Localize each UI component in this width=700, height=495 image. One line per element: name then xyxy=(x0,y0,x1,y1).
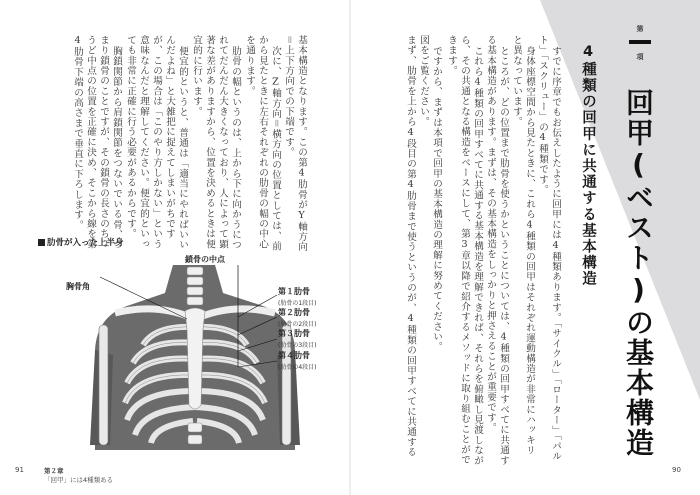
body-column: 基本構造となります。この第4肋骨がY軸方向 xyxy=(296,35,307,252)
footer-chapter-number: 第２章 xyxy=(44,467,64,475)
body-column: 図をご覧ください。 xyxy=(418,35,429,127)
page-number-left: 91 xyxy=(15,466,24,474)
label-rib-1: 第１肋骨 (肋骨の1段目) xyxy=(278,287,317,307)
body-column: を通ります。 xyxy=(244,35,255,97)
body-column: が、この場合は「このやり方しかない」という xyxy=(151,35,162,250)
body-column: うど中点の位置を正確に決め、そこから線を第 xyxy=(85,35,96,250)
footer-chapter-title: 「回甲」には4種類ある xyxy=(44,476,114,484)
body-column: 身体座標空間から見たときに、これら4種類の回甲はそれぞれ運動構造が非常にハッキリ xyxy=(524,46,535,456)
body-column: きます。 xyxy=(446,35,457,76)
label-sternal-angle: 胸骨角 xyxy=(66,282,90,291)
body-column: ですから、まずは本項で回甲の基本構造の理解に努めてください。 xyxy=(431,46,442,352)
caption-square-icon xyxy=(38,239,45,246)
body-column: と異なっています。 xyxy=(511,35,522,127)
label-rib-3: 第３肋骨 (肋骨の3段目) xyxy=(278,329,317,349)
body-column: 4肋骨下端の高さまで垂直に下ろします。 xyxy=(72,35,83,231)
body-column: まり鎖骨のことですが、その鎖骨の長さのちょ xyxy=(98,35,109,250)
page-title: 回甲(ベスト)の基本構造 xyxy=(622,88,655,458)
body-column: 便宜的というと、普通は「適当にやればいい xyxy=(177,46,188,250)
body-column: 胸鎖関節から肩鎖関節をつないでいる骨、つ xyxy=(111,46,122,250)
body-column: ところが、どの位置まで肋骨を使うかということについては、4種類の回甲すべてに共通す xyxy=(498,46,509,466)
body-column: れてだんだん大きくなっており、人によって顕 xyxy=(217,35,228,250)
label-clavicle-midpoint: 鎖骨の中点 xyxy=(185,255,225,264)
body-column: ら、その共通となる構造をベースにして、第3章以降で紹介するメソッドに取り組むことがで xyxy=(459,35,470,465)
body-column: これら4種類の回甲すべてに共通する基本構造を理解できれば、それらを俯瞰し見渡しなが xyxy=(472,46,483,466)
body-column: ても非常に正確に行う必要があるからです。 xyxy=(125,35,136,239)
body-column: 著な差がありますから、位置を決めるときは便 xyxy=(204,35,215,250)
body-column: んだよね」と大雑把に捉えてしまいがちです xyxy=(164,35,175,239)
body-column: から見たときに左右それぞれの肋骨の幅の中心 xyxy=(257,35,268,250)
label-rib-2: 第２肋骨 (肋骨の2段目) xyxy=(278,308,317,328)
body-column: ＝上下方向での下端です。 xyxy=(283,35,294,158)
book-gutter xyxy=(349,0,351,495)
page-number-right: 90 xyxy=(672,466,681,474)
body-column: まず、肋骨を上から4段目の第4肋骨まで使うというのが、4種類の回甲すべてに共通する xyxy=(405,35,416,458)
section-subtitle: 4種類の回甲に共通する基本構造 xyxy=(580,44,596,287)
body-column: 意味なんだと理解してください。便宜的といっ xyxy=(138,35,149,250)
section-mark xyxy=(620,24,660,62)
section-number-bar xyxy=(629,40,651,44)
label-rib-4: 第４肋骨 (肋骨の4段目) xyxy=(278,351,317,371)
body-column: すでに序章でもお伝えしたように回甲には4種類あります。「サイクル」「ローター」「パル xyxy=(550,46,561,462)
body-column: 宜的に行います。 xyxy=(191,35,202,117)
figure-caption: 肋骨が入った上半身 xyxy=(38,236,124,248)
body-column: る基本構造があります。まずは、その基本構造をしっかりと押さえることが重要です。 xyxy=(485,35,496,433)
body-column: ト」「スクリュー」の4種類です。 xyxy=(537,35,548,195)
body-column: 次に、Z軸方向＝横方向の位置としては、前 xyxy=(270,46,281,252)
running-footer xyxy=(44,467,113,485)
section-label-bottom: 項 xyxy=(636,53,644,61)
section-label-top: 第 xyxy=(636,25,644,33)
body-column: 肋骨の幅というのは、上から下に向かうにつ xyxy=(230,46,241,250)
